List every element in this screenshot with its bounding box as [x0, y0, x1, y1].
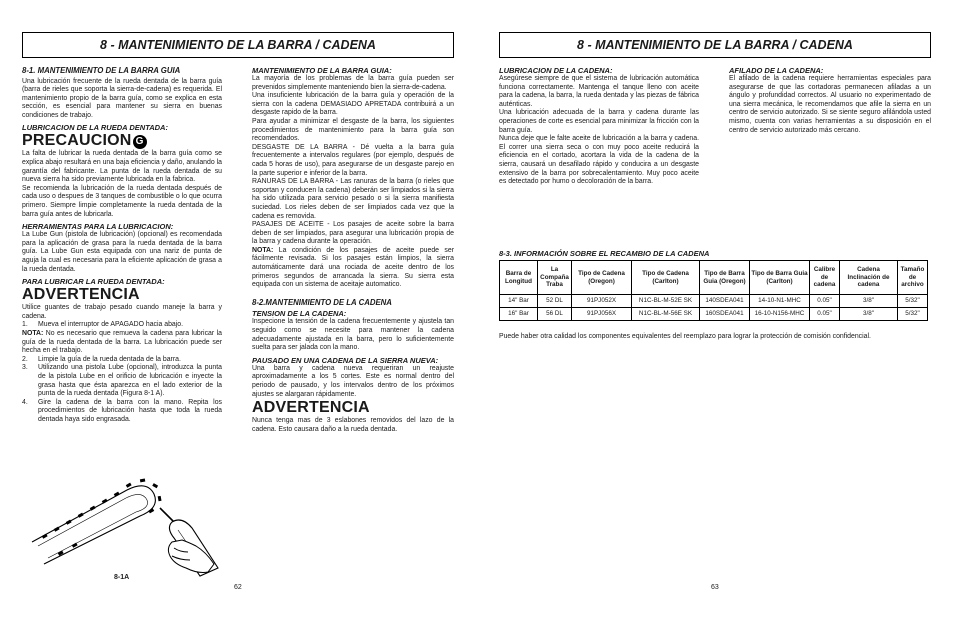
table-cell: 3/8" [840, 308, 898, 321]
note [22, 330, 222, 356]
table-cell: 52 DL [538, 295, 572, 308]
table-row [500, 295, 928, 308]
table-cell: 160SDEA041 [700, 308, 750, 321]
note-text: La condición de los pasajes de aceite puede ser fácilmente revisada. Si los pasajes están limpios, la sierra automáticamente dará una rociada de aceite dentro de los primeros segundos de arrancada la sierra. Su sierra esta equipada con un sistema de aceitaje automatico. [252, 246, 454, 289]
paragraph: Inspecione la tensión de la cadena frecuentemente y ajustela tan seguido como se necesite para mantener la cadena adecuadamente ajustada en la barra, pero lo suficientemente suelta para ser jalada con la mano. [252, 318, 454, 352]
paragraph: PASAJES DE ACEITE - Los pasajes de aceite sobre la barra deben de ser limpiados, para asegurar una lubricación propia de la barra y cadena durante la operación. [252, 221, 454, 246]
paragraph: Nunca tenga mas de 3 eslabones removidos del lazo de la cadena. Esto causara daño a la rueda dentada. [252, 417, 454, 433]
page-number: 63 [711, 584, 719, 591]
column-header: La Compaña Traba [538, 261, 572, 295]
paragraph: Una lubricación adecuada de la barra y cadena durante las operaciones de corte es esencial para minimizar la fricción con la barra guía. [499, 109, 699, 134]
paragraph: Se recomienda la lubricación de la rueda dentada después de cada uso o despues de 3 tanques de combustible o lo que ocurra primero. Siempre limpie completamente la rueda dentada de la barra guía antes de lubricarla. [22, 184, 222, 218]
paragraph: La falta de lubricar la rueda dentada de la barra guía como se explica abajo resultará en una baja eficiencia y daño, anulando la garantía del fabricante. La punta de la rueda dentada de su nueva sierra ha sido previamente lubricada en la fabrica. [22, 150, 222, 184]
step-item [22, 399, 222, 425]
section-banner: 8 - MANTENIMIENTO DE LA BARRA / CADENA [22, 32, 454, 58]
subheading: AFILADO DE LA CADENA: [729, 66, 824, 75]
paragraph: Una barra y cadena nueva requeriran un reajuste aproximadamente a los 5 cortes. Este es normal dentro del periodo de pausado, y los intervalos dentro de los próximos ajustes se alargaran rápidamente. [252, 364, 454, 398]
page-left [22, 32, 454, 596]
paragraph: DESGASTE DE LA BARRA - Dé vuelta a la barra guía frecuentemente a intervalos regulares (por ejemplo, después de cada 5 horas de uso), para asegurarse de un desgaste parejo en la parte superior e inferior de la barra. [252, 143, 454, 177]
paragraph: Utilice guantes de trabajo pesado cuando maneje la barra y cadena. [22, 304, 222, 320]
step-text: Gire la cadena de la barra con la mano. Repita los procedimientos de lubricación hasta que toda la rueda dentada haya sido engrasada. [38, 398, 222, 423]
paragraph: Para ayudar a minimizar el desgaste de la barra, los siguientes procedimientos de mantenimiento para la barra guía son recomendados. [252, 117, 454, 143]
paragraph: Asegúrese siempre de que el sistema de lubricación automática funciona correctamente. Mantenga el tanque lleno con aceite para la cadena, la barra, la rueda dentada y las piezas de fábrica auténticas. [499, 75, 699, 108]
note [252, 247, 454, 290]
table-cell: 56 DL [538, 308, 572, 321]
column-header: Tipo de Cadena (Carlton) [632, 261, 700, 295]
column-header: Barra de Longitud [500, 261, 538, 295]
step-number: 2. [22, 355, 28, 363]
column-header: Calibre de cadena [810, 261, 840, 295]
section-banner: 8 - MANTENIMIENTO DE LA BARRA / CADENA [499, 32, 931, 58]
subheading: TENSION DE LA CADENA: [252, 309, 347, 319]
table-cell: 140SDEA041 [700, 295, 750, 308]
table-cell: 14" Bar [500, 295, 538, 308]
note-label: NOTA: [22, 329, 44, 337]
step-item [22, 321, 222, 330]
chain-replacement-table [499, 260, 928, 321]
footnote: Puede haber otra calidad los componentes equivalentes del reemplazo para lograr la protección de comisión confidencial. [499, 333, 871, 340]
left-column-a [22, 66, 222, 425]
table-cell: 14-10-N1-MHC [750, 295, 810, 308]
step-item [22, 356, 222, 365]
step-text: Mueva el interruptor de APAGADO hacia abajo. [38, 321, 184, 329]
figure-label: 8-1A [114, 574, 130, 581]
subheading: PAUSADO EN UNA CADENA DE LA SIERRA NUEVA: [252, 355, 439, 365]
guide-bar-icon [32, 486, 155, 564]
right-column-b [729, 66, 931, 135]
paragraph: Una lubricación frecuente de la rueda dentada de la barra guía (barra de rieles que soporta la sierra-de-cadena) es requerida. El mantenimiento propio de la barra guía, como se explica en esta sección, es esencial para mantener su sierra en buenas condiciones de trabajo. [22, 77, 222, 119]
section-heading: 8-1. MANTENIMIENTO DE LA BARRA GUIA [22, 66, 181, 75]
paragraph: La mayoría de los problemas de la barra guía pueden ser prevenidos simplemente manteniendo bien la sierra-de-cadena. [252, 75, 454, 91]
column-header: Cadena Inclinación de cadena [840, 261, 898, 295]
subheading: LUBRICACION DE LA RUEDA DENTADA: [22, 123, 168, 133]
right-column-a [499, 66, 699, 187]
column-header: Tipo de Cadena (Oregon) [572, 261, 632, 295]
left-column-b [252, 66, 454, 434]
table-cell: N1C-BL-M-52E SK [632, 295, 700, 308]
subheading: PARA LUBRICAR LA RUEDA DENTADA: [22, 277, 165, 287]
table-cell: 3/8" [840, 295, 898, 308]
warning-heading: ADVERTENCIA [252, 399, 370, 417]
chainsaw-bar-lube-gun-illustration [22, 472, 222, 580]
page-right [499, 32, 931, 596]
step-number: 3. [22, 364, 28, 372]
step-number: 1. [22, 321, 28, 329]
table-cell: 0.05" [810, 308, 840, 321]
note-label: NOTA: [252, 246, 274, 254]
caution-badge-icon: G [133, 135, 147, 149]
caution-text: PRECAUCION [22, 132, 132, 150]
table-cell: 16" Bar [500, 308, 538, 321]
table-cell: 16-10-N156-MHC [750, 308, 810, 321]
step-number: 4. [22, 398, 28, 406]
section-heading: 8-2.MANTENIMIENTO DE LA CADENA [252, 297, 392, 307]
caution-heading [22, 132, 222, 149]
paragraph: Nunca deje que le falte aceite de lubricación a la barra y cadena. El correr una sierra seca o con muy poco aceite reducirá la eficiencia en el cortado, acortara la vida de la cadena de la sierra, causará un desafilado rápido y conducira a un desgaste extensivo de la barra por sobrecalentamiento. Muy poco aceite es detectado por humo o decoloración de la barra. [499, 135, 699, 186]
section-heading: 8-3. INFORMACIÓN SOBRE EL RECAMBIO DE LA CADENA [499, 249, 710, 258]
column-header: Tipo de Barra Guia (Carlton) [750, 261, 810, 295]
chain-icon [42, 478, 162, 555]
column-header: Tipo de Barra Guia (Oregon) [700, 261, 750, 295]
column-header: Tamaño de archivo [898, 261, 928, 295]
table-cell: 5/32" [898, 308, 928, 321]
warning-heading: ADVERTENCIA [22, 286, 140, 304]
note-text: No es necesario que remueva la cadena para lubricar la guía de la rueda dentada de la barra. La lubricación puede ser hecha en el trabajo. [22, 329, 222, 355]
table-cell: 5/32" [898, 295, 928, 308]
paragraph: RANURAS DE LA BARRA - Las ranuras de la barra (o rieles que soportan y conducen la cadena) deberán ser limpiados si la sierra ha sido utilizada para servicio pesado o si la sierra manifiesta suciedad. Los rieles deben de ser limpiados cada vez que la cadena es removida. [252, 178, 454, 220]
page-number: 62 [234, 584, 242, 591]
table-cell: 91PJ052X [572, 295, 632, 308]
table-cell: N1C-BL-M-56E SK [632, 308, 700, 321]
step-item [22, 364, 222, 398]
steps-list [22, 321, 222, 330]
subheading: LUBRICACION DE LA CADENA: [499, 66, 613, 75]
table-row [500, 308, 928, 321]
table-cell: 0.05" [810, 295, 840, 308]
table-header-row [500, 261, 928, 295]
step-text: Utilizando una pistola Lube (opcional), introduzca la punta de la pistola Lube en el orificio de lubricación e inyecte la grasa hasta que ésta aparezca en el lado exterior de la punta de la rueda dentada (Figura 8-1 A). [38, 364, 222, 398]
hand-icon [168, 540, 214, 573]
step-text: Limpie la guía de la rueda dentada de la barra. [38, 355, 181, 363]
paragraph: Una insuficiente lubricación de la barra guía y operación de la sierra con la cadena DEMASIADO APRETADA contribuirá a un desgaste rapido de la barra. [252, 92, 454, 117]
table-cell: 91PJ056X [572, 308, 632, 321]
subheading: HERRAMIENTAS PARA LA LUBRICACION: [22, 222, 174, 232]
steps-list [22, 356, 222, 425]
subheading: MANTENIMIENTO DE LA BARRA GUIA: [252, 66, 392, 75]
paragraph: El afilado de la cadena requiere herramientas especiales para asegurarse de que las cortadoras permanecen afiladas a un ángulo y profundidad correctos. Al usuario no experimentado de una sierra mecánica, le recomendamos que afile la sierra en un centro de servicio autorizado. Si se siente seguro afilándola usted mismo, cuenta con varias herramientas a su disposición en el centro de servicio autorizado más cercano. [729, 75, 931, 134]
paragraph: La Lube Gun (pistola de lubricación) (opcional) es recomendada para la aplicación de grasa para la rueda dentada de la barra guía. La Lube Gun esta equipada con una nariz de punta de aguja la cual es necesaria para la eficiente aplicación de grasa a la rueda dentada. [22, 231, 222, 273]
